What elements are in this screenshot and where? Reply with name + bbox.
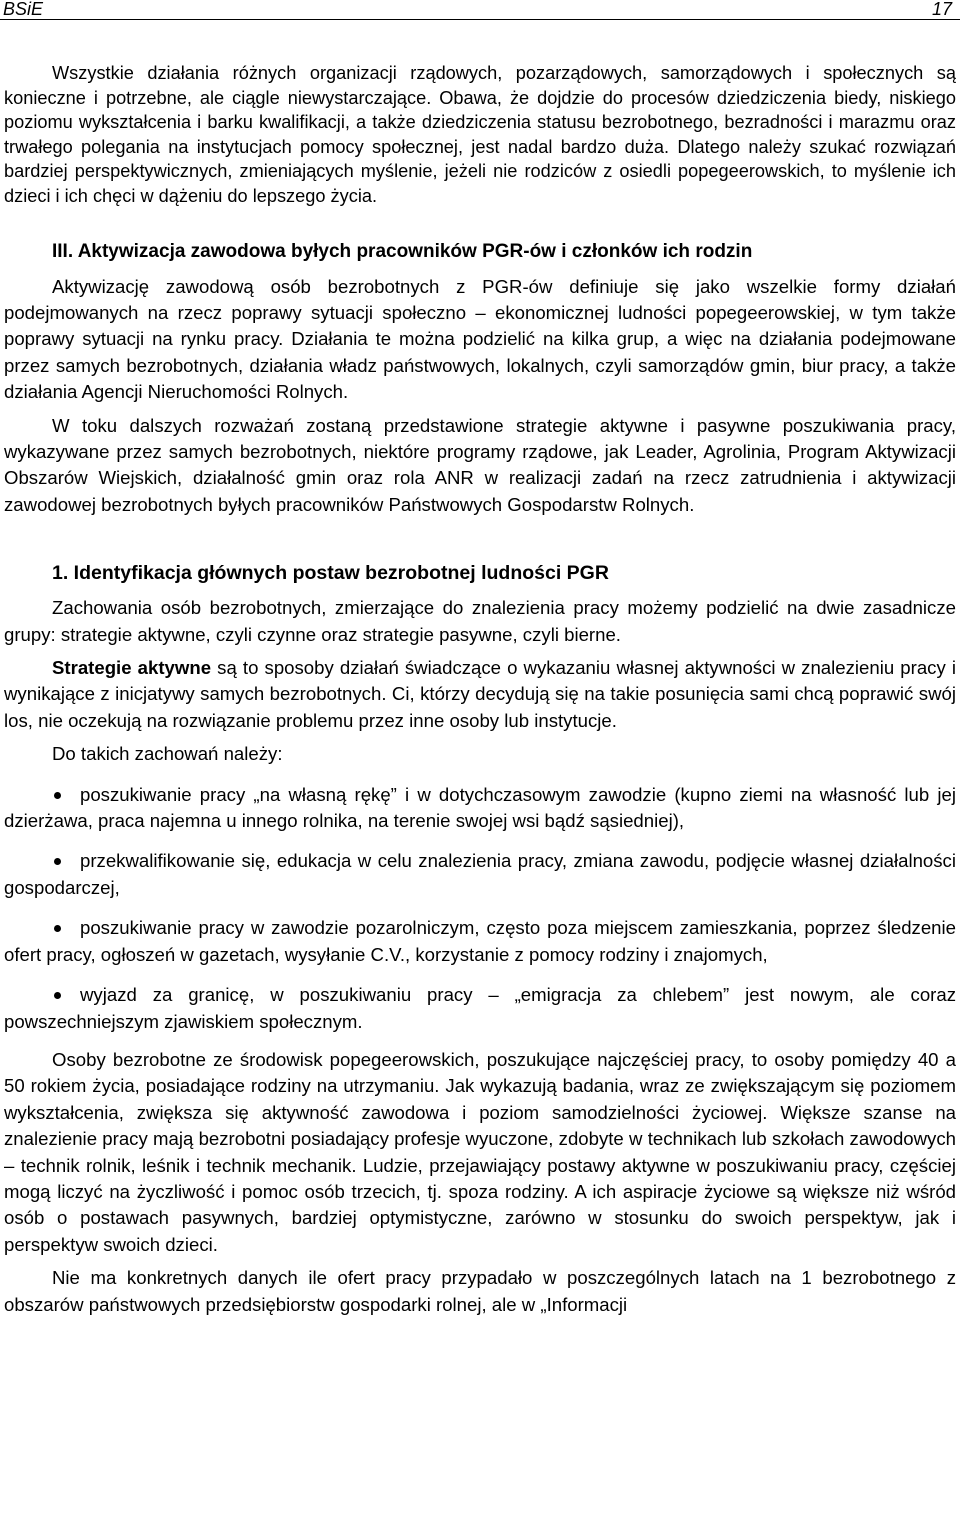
bullet-icon (54, 792, 61, 799)
bullet-icon (54, 925, 61, 932)
list-item (4, 848, 956, 901)
strategie-aktywne-text: są to sposoby działań świadczące o wykazaniu własnej aktywności w znalezieniu pracy i wynikające z inicjatywy samych bezrobotnych. Ci, którzy decydują się na takie posunięcia sami chcą poprawić swój los, nie oczekują na rozwiązanie problemu przez inne osoby lub instytucje. (4, 657, 956, 731)
document-body (4, 61, 956, 1318)
list-item (4, 982, 956, 1035)
section-heading-iii: III. Aktywizacja zawodowa byłych pracowników PGR-ów i członków ich rodzin (52, 240, 753, 262)
section-iii-paragraph-1: Aktywizację zawodową osób bezrobotnych z PGR-ów definiuje się jako wszelkie formy działań podejmowanych na rzecz poprawy sytuacji społeczno – ekonomicznej ludności popegeerowskiej, w tym także poprawy sytuacji na rynku pracy. Działania te można podzielić na kilka grup, a więc na działania podejmowane przez samych bezrobotnych, działania władz państwowych, lokalnych, czyli samorządów gmin, biur pracy, a także działania Agencji Nieruchomości Rolnych. (4, 275, 956, 403)
lead-in-paragraph: Do takich zachowań należy: (52, 743, 283, 765)
bullet-icon (54, 992, 61, 999)
section-heading-1: 1. Identyfikacja głównych postaw bezrobotnej ludności PGR (52, 562, 609, 585)
strategie-aktywne-term: Strategie aktywne (52, 657, 212, 679)
list-item (4, 782, 956, 835)
closing-paragraph: Nie ma konkretnych danych ile ofert pracy przypadało w poszczególnych latach na 1 bezrobotnego z obszarów państwowych przedsiębiorstw gospodarki rolnej, ale w „Informacji (4, 1267, 956, 1315)
osoby-bezrobotne-paragraph: Osoby bezrobotne ze środowisk popegeerowskich, poszukujące najczęściej pracy, to osoby pomiędzy 40 a 50 rokiem życia, posiadające rodziny na utrzymaniu. Jak wykazują badania, wraz ze zwiększającym się poziomem wykształcenia, zwiększa się aktywność zawodowa i poziom samodzielności życiowej. Większe szanse na znalezienie pracy mają bezrobotni posiadający profesje wyuczone, zdobyte w technikach lub szkołach zawodowych – technik rolnik, leśnik i technik mechanik. Ludzie, przejawiający postawy aktywne w poszukiwaniu pracy, częściej mogą liczyć na życzliwość i pomoc osób trzecich, tj. spoza rodziny. A ich aspiracje życiowe są większe niż wśród osób o postawach pasywnych, bardziej optymistyczne, zarówno w stosunku do swoich perspektyw, jak i perspektyw swoich dzieci. (4, 1048, 956, 1255)
behaviour-list (4, 782, 956, 1035)
header-journal-name: BSiE (3, 0, 44, 19)
section-iii-paragraph-2: W toku dalszych rozważań zostaną przedstawione strategie aktywne i pasywne poszukiwania pracy, wykazywane przez samych bezrobotnych, niektóre programy rządowe, jak Leader, Agrolinia, Program Aktywizacji Obszarów Wiejskich, działalność gmin oraz rola ANR w realizacji zadań na rzecz zatrudnienia i aktywizacji zawodowej bezrobotnych byłych pracowników Państwowych Gospodarstw Rolnych. (4, 414, 956, 515)
list-item (4, 915, 956, 968)
intro-paragraph: Wszystkie działania różnych organizacji rządowych, pozarządowych, samorządowych i społecznych są konieczne i potrzebne, ale ciągle niewystarczające. Obawa, że dojdzie do procesów dziedziczenia biedy, niskiego poziomu wykształcenia i barku kwalifikacji, a także dziedziczenia statusu bezrobotnego, bezradności i marazmu oraz trwałego polegania na instytucjach pomocy społecznej, jest nadal bardzo duża. Dlatego należy szukać rozwiązań bardziej perspektywicznych, zmieniających myślenie, jeżeli nie rodziców z osiedli popegeerowskich, to myślenie ich dzieci i ich chęci w dążeniu do lepszego życia. (4, 63, 956, 206)
section-1-paragraph-1: Zachowania osób bezrobotnych, zmierzające do znalezienia pracy możemy podzielić na dwie zasadnicze grupy: strategie aktywne, czyli czynne oraz strategie pasywne, czyli bierne. (4, 597, 956, 645)
page-header (0, 0, 960, 20)
list-item-text: przekwalifikowanie się, edukacja w celu znalezienia pracy, zmiana zawodu, podjęcie własnej działalności gospodarczej, (4, 850, 956, 898)
list-item-text: poszukiwanie pracy w zawodzie pozarolniczym, często poza miejscem zamieszkania, poprzez śledzenie ofert pracy, ogłoszeń w gazetach, wysyłanie C.V., korzystanie z pomocy rodziny i znajomych, (4, 917, 956, 965)
strategie-aktywne-paragraph (4, 655, 956, 734)
page-number: 17 (931, 0, 952, 19)
list-item-text: poszukiwanie pracy „na własną rękę” i w dotychczasowym zawodzie (kupno ziemi na własność lub jej dzierżawa, praca najemna u innego rolnika, na terenie swojej wsi bądź sąsiedniej), (4, 783, 956, 832)
bullet-icon (54, 858, 61, 865)
list-item-text: wyjazd za granicę, w poszukiwaniu pracy – „emigracja za chlebem” jest nowym, ale coraz powszechniejszym zjawiskiem społecznym. (4, 984, 956, 1032)
